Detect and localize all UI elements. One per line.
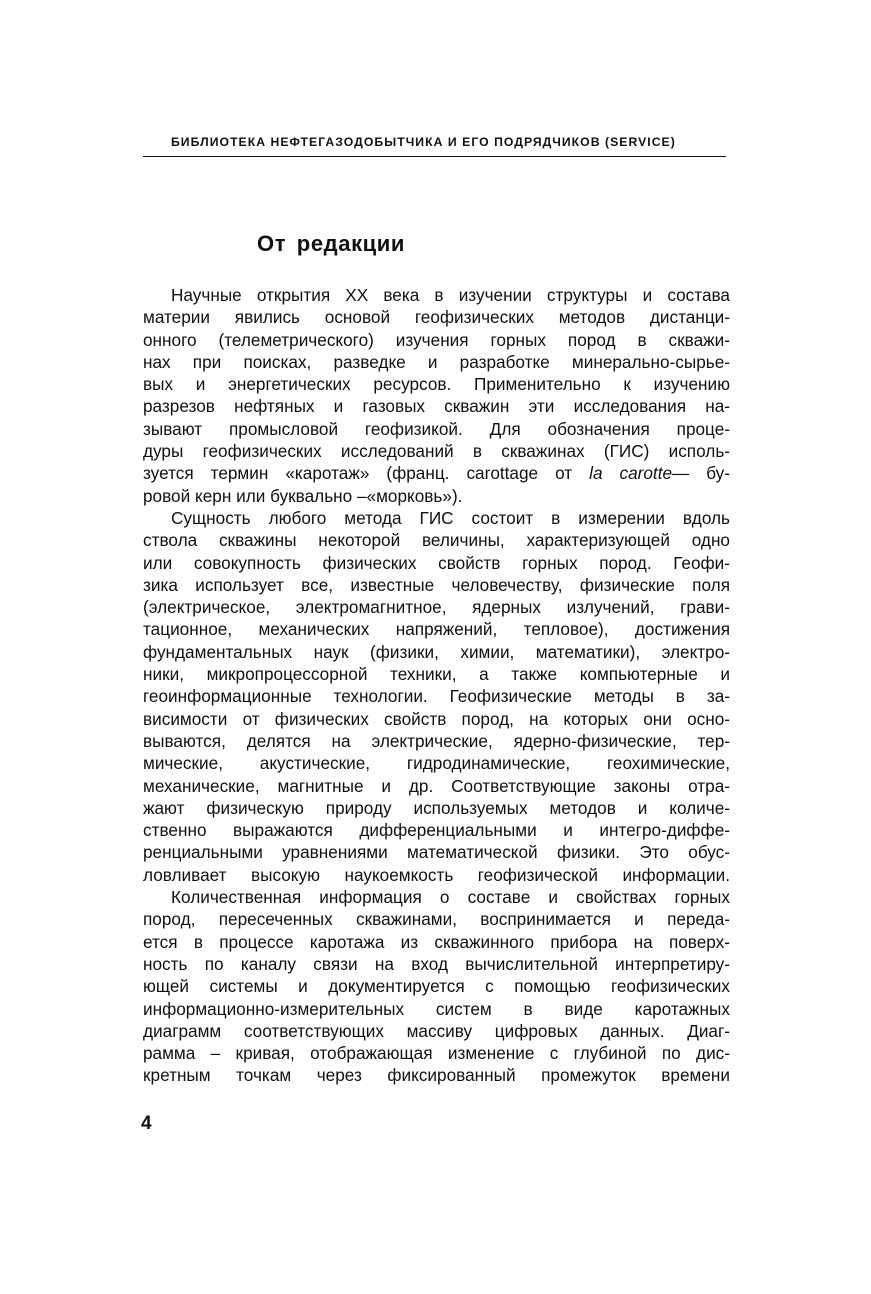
text-line: тационное, механических напряжений, тепловое), достижения: [143, 619, 730, 640]
text-line: Сущность любого метода ГИС состоит в измерении вдоль: [171, 507, 730, 528]
body-text: [143, 284, 730, 1087]
text-line: информационно-измерительных систем в виде каротажных: [143, 998, 730, 1019]
text-line: фундаментальных наук (физики, химии, математики), электро-: [143, 641, 730, 662]
page-title: От редакции: [257, 231, 406, 256]
page-number: 4: [141, 1113, 152, 1134]
text-line: Научные открытия XX века в изучении структуры и состава: [171, 285, 730, 305]
running-head-text: БИБЛИОТЕКА НЕФТЕГАЗОДОБЫТЧИКА И ЕГО ПОДРЯДЧИКОВ (SERVICE): [171, 135, 676, 149]
text-line: разрезов нефтяных и газовых скважин эти исследования на-: [143, 396, 730, 417]
text-line: вых и энергетических ресурсов. Применительно к изучению: [143, 374, 730, 395]
paragraph-2: [143, 507, 730, 886]
running-head: [143, 134, 726, 157]
text-line: (электрическое, электромагнитное, ядерных излучений, грави-: [143, 597, 730, 618]
text-line: ность по каналу связи на вход вычислительной интерпретиру-: [143, 953, 730, 974]
text-line: Количественная информация о составе и свойствах горных: [171, 887, 730, 908]
text-line: материи явились основой геофизических методов дистанци-: [143, 307, 730, 328]
italic-term: la carotte: [589, 463, 673, 484]
text-line: ственно выражаются дифференциальными и интегро-диффе-: [143, 820, 730, 841]
text-line: ренциальными уравнениями математической физики. Это обус-: [143, 842, 730, 863]
paragraph-3: [143, 886, 730, 1087]
text-run: зуется термин «каротаж» (франц. carottage от: [143, 463, 590, 484]
text-line: мические, акустические, гидродинамические, геохимические,: [143, 753, 730, 774]
text-line: ющей системы и документируется с помощью геофизических: [143, 976, 730, 997]
text-line: ровой керн или буквально –«морковь»).: [143, 485, 463, 506]
text-line: кретным точкам через фиксированный промежуток времени: [143, 1065, 730, 1086]
text-line: пород, пересеченных скважинами, воспринимается и переда-: [143, 909, 730, 930]
text-line: зывают промысловой геофизикой. Для обозначения проце-: [143, 418, 730, 439]
paragraph-1: [143, 284, 730, 507]
text-line: диаграмм соответствующих массиву цифровых данных. Диаг-: [143, 1020, 730, 1041]
text-line: геоинформационные технологии. Геофизические методы в за-: [143, 686, 730, 707]
text-line: ловливает высокую наукоемкость геофизической информации.: [143, 864, 730, 885]
text-line: жают физическую природу используемых методов и количе-: [143, 797, 730, 818]
text-line: рамма – кривая, отображающая изменение с глубиной по дис-: [143, 1043, 730, 1064]
text-line: вываются, делятся на электрические, ядерно-физические, тер-: [143, 730, 730, 751]
text-line: висимости от физических свойств пород, на которых они осно-: [143, 708, 730, 729]
text-line: дуры геофизических исследований в скважинах (ГИС) исполь-: [143, 441, 730, 462]
text-line: ется в процессе каротажа из скважинного прибора на поверх-: [143, 931, 730, 952]
text-line: онного (телеметрического) изучения горных пород в скважи-: [143, 329, 730, 350]
text-line: ствола скважины некоторой величины, характеризующей одно: [143, 530, 730, 551]
text-line: механические, магнитные и др. Соответствующие законы отра-: [143, 775, 730, 796]
text-line: или совокупность физических свойств горных пород. Геофи-: [143, 552, 730, 573]
text-line: ники, микропроцессорной техники, а также компьютерные и: [143, 664, 730, 685]
text-run: — бу-: [672, 463, 730, 484]
text-line: нах при поисках, разведке и разработке минерально-сырье-: [143, 351, 730, 372]
text-line: зика использует все, известные человечеству, физические поля: [143, 574, 730, 595]
text-line-mixed: [143, 462, 730, 484]
